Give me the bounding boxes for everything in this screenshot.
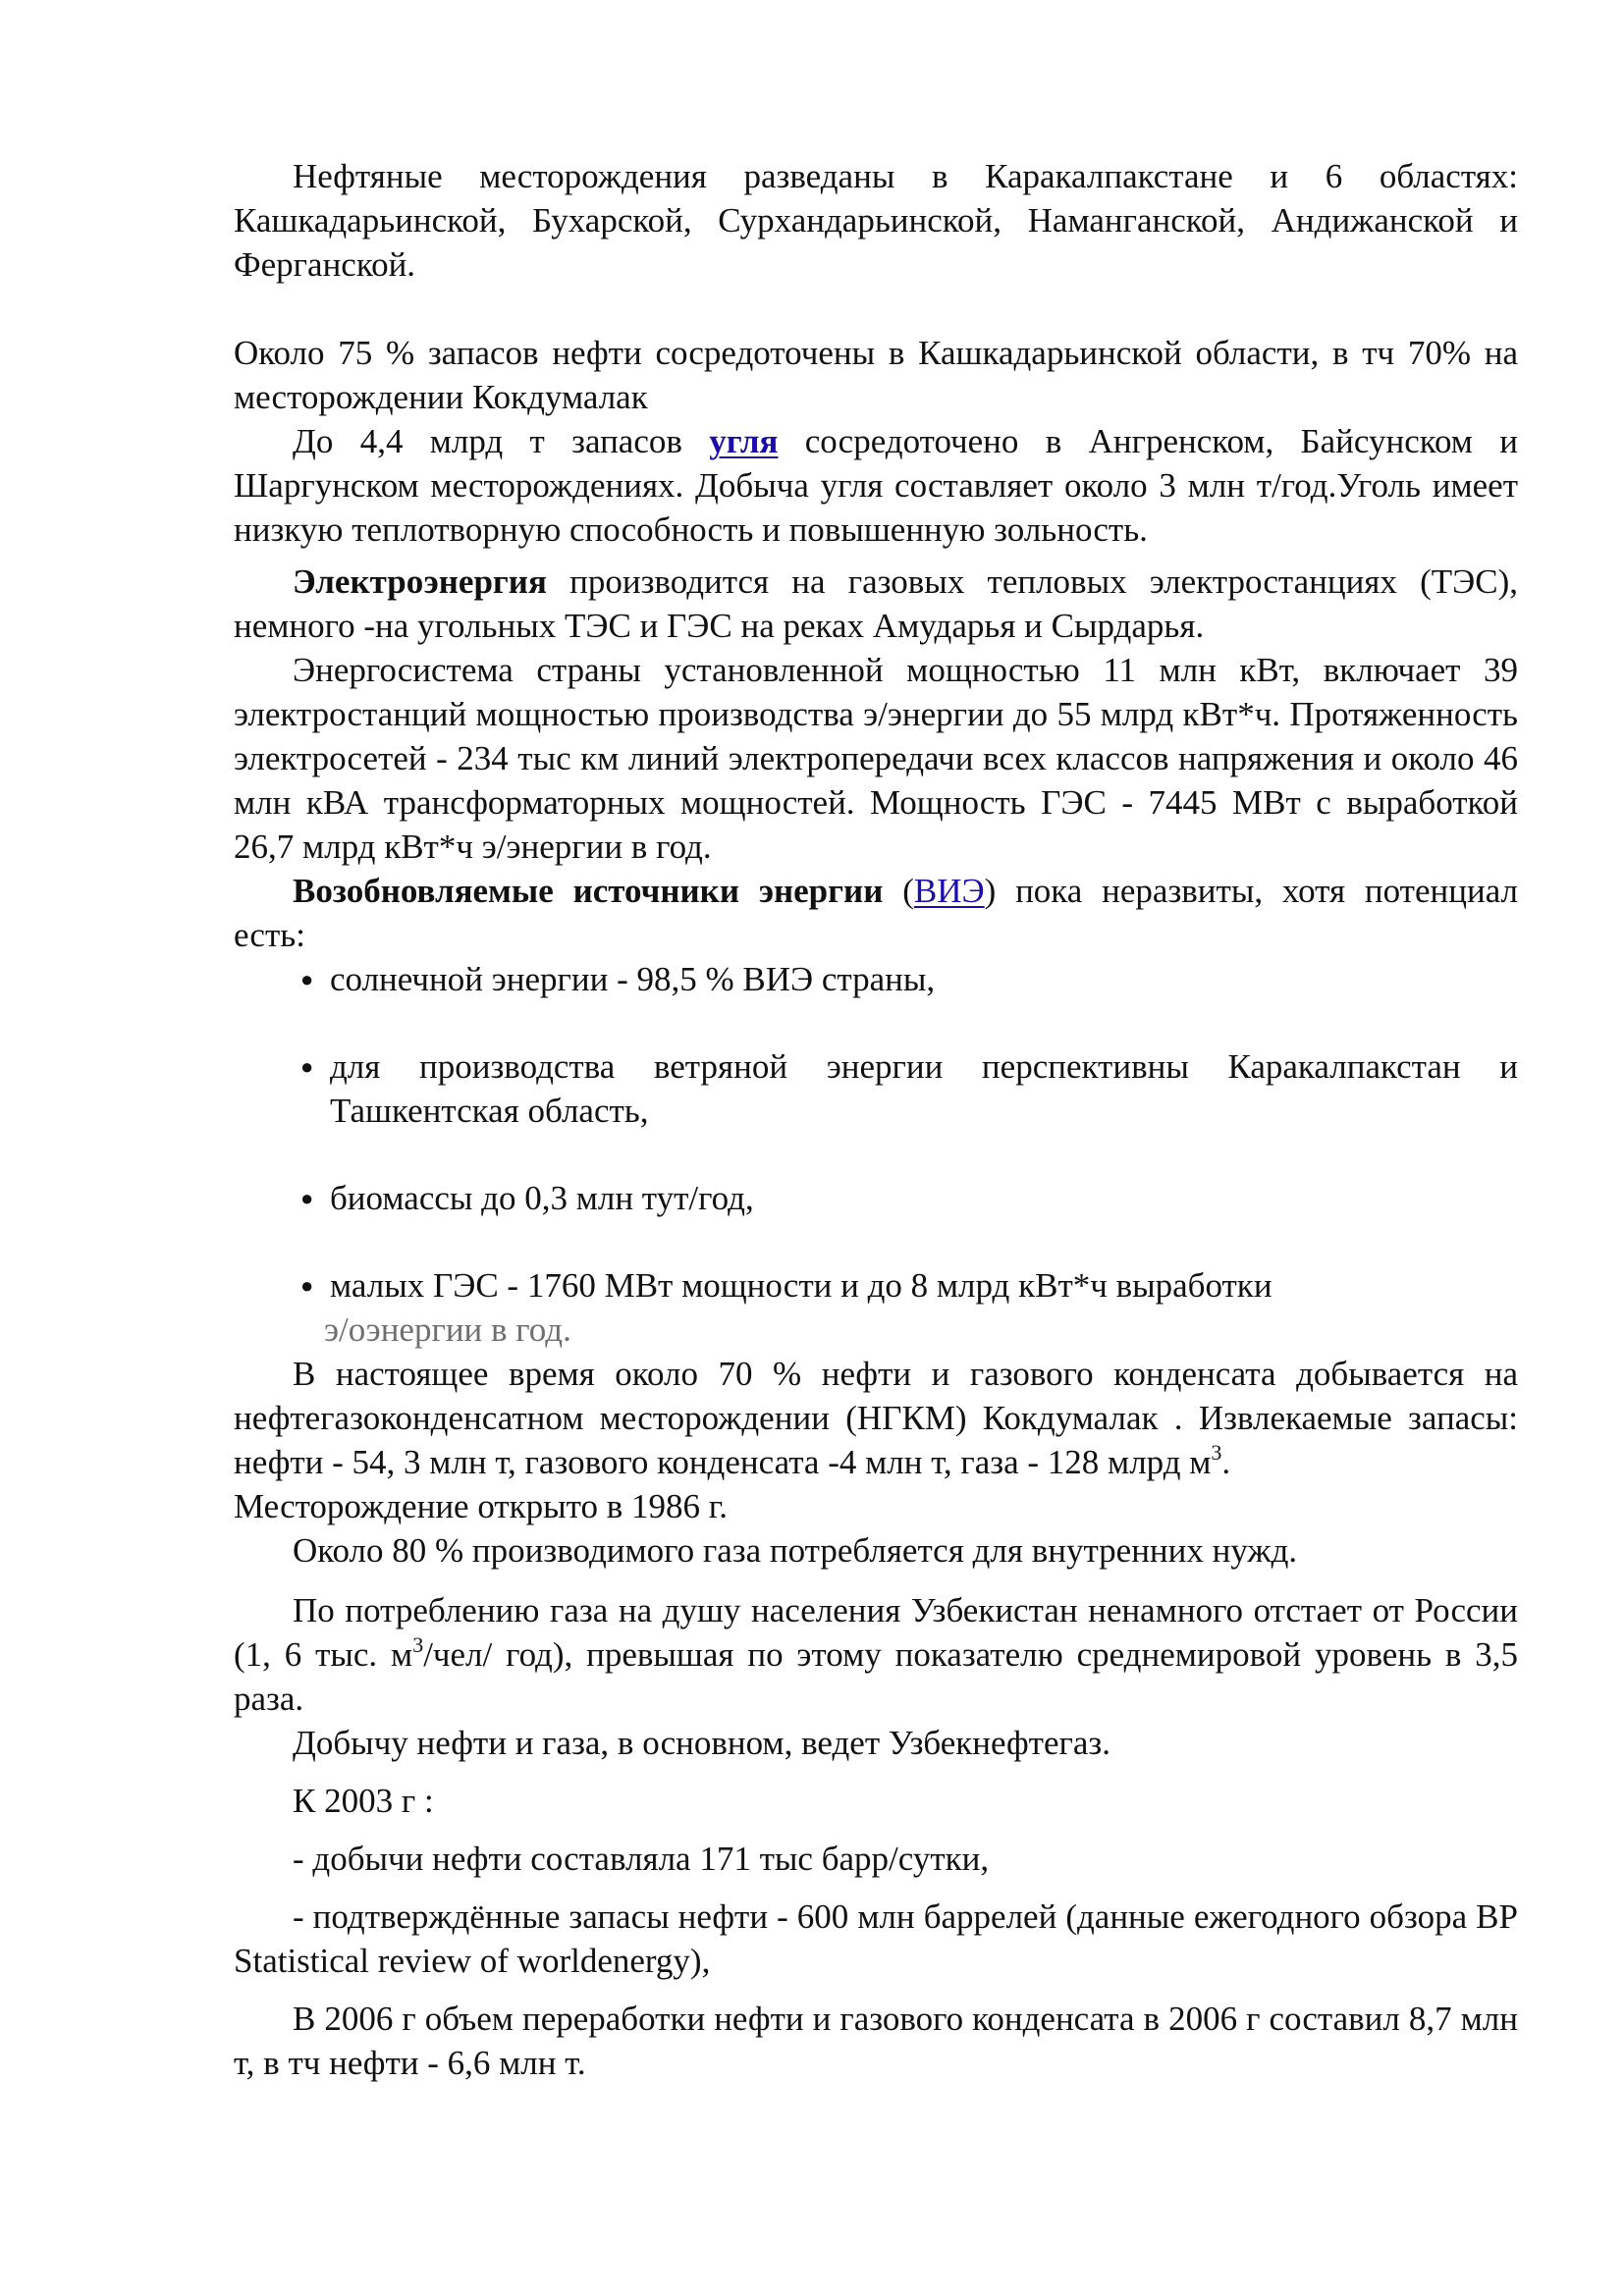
- list-item: [234, 957, 1518, 1001]
- bullet-icon: ●: [300, 1054, 314, 1079]
- paragraph-proven-reserves: [234, 1895, 1518, 1983]
- bullet-icon: ●: [300, 967, 314, 991]
- paragraph-gas-per-capita-text-after: /чел/ год), превышая по этому показателю среднемировой уровень в 3,5 раза.: [234, 1635, 1518, 1718]
- list-item-continuation: э/оэнергии в год.: [324, 1310, 571, 1349]
- paragraph-uzbekneftegaz-text: Добычу нефти и газа, в основном, ведет Узбекнефтегаз.: [293, 1724, 1110, 1762]
- paragraph-uzbekneftegaz: [234, 1721, 1518, 1765]
- paragraph-kokdumalak: [234, 1352, 1518, 1484]
- paragraph-gas-domestic-text: Около 80 % производимого газа потребляется для внутренних нужд.: [293, 1531, 1298, 1570]
- paragraph-oil-reserves-share: [234, 331, 1518, 419]
- list-item-text: солнечной энергии - 98,5 % ВИЭ страны,: [330, 960, 936, 998]
- electricity-heading: Электроэнергия: [293, 562, 547, 601]
- renewables-list: [234, 957, 1518, 1352]
- paragraph-by-2003-text: К 2003 г :: [293, 1782, 434, 1820]
- renewables-heading: Возобновляемые источники энергии: [293, 872, 884, 910]
- bullet-icon: ●: [300, 1186, 314, 1210]
- paragraph-oil-production-text: - добычи нефти составляла 171 тыс барр/сутки,: [293, 1840, 990, 1878]
- document-page: [234, 154, 1518, 2085]
- paragraph-electricity: [234, 560, 1518, 648]
- renewables-link[interactable]: ВИЭ: [913, 872, 985, 910]
- bullet-icon: ●: [300, 1273, 314, 1298]
- paragraph-oil-production: [234, 1837, 1518, 1881]
- list-item-text: малых ГЭС - 1760 МВт мощности и до 8 млрд кВт*ч выработки: [330, 1266, 1272, 1305]
- paragraph-oil-reserves-share-text: Около 75 % запасов нефти сосредоточены в Кашкадарьинской области, в тч 70% на месторождении Кокдумалак: [234, 334, 1518, 416]
- paragraph-oil-fields: [234, 154, 1518, 331]
- list-item: [234, 1176, 1518, 1220]
- coal-link[interactable]: угля: [709, 422, 779, 460]
- paragraph-proven-reserves-text: - подтверждённые запасы нефти - 600 млн баррелей (данные ежегодного обзора BP Statistical review of worldenergy),: [234, 1897, 1518, 1980]
- paragraph-renewables-text: ) пока неразвиты, хотя потенциал есть:: [234, 872, 1518, 954]
- paragraph-refining-2006-text: В 2006 г объем переработки нефти и газового конденсата в 2006 г составил 8,7 млн т, в тч нефти - 6,6 млн т.: [234, 2000, 1518, 2082]
- paragraph-kokdumalak-end: .: [1221, 1443, 1231, 1481]
- paragraph-coal-text-before: До 4,4 млрд т запасов: [293, 422, 710, 460]
- list-item: [234, 1044, 1518, 1133]
- list-item: [234, 1263, 1518, 1352]
- paragraph-oil-fields-regions: Нефтяные месторождения разведаны в Каракалпакстане и 6 областях: Кашкадарьинской, Бухарской, Сурхандарьинской, Наманганской, Андижанской и Ферганской.: [234, 157, 1518, 284]
- paragraph-kokdumalak-text: В настоящее время около 70 % нефти и газового конденсата добывается на нефтегазоконденсатном месторождении (НГКМ) Кокдумалак . Извлекаемые запасы: нефти - 54, 3 млн т, газового конденсата -4 млн т, газа - 128 млрд м: [234, 1355, 1518, 1481]
- paragraph-by-2003: [234, 1779, 1518, 1823]
- paragraph-coal-text-after: сосредоточено в Ангренском, Байсунском и Шаргунском месторождениях. Добыча угля составляет около 3 млн т/год.Уголь имеет низкую теплотворную способность и повышенную зольность.: [234, 422, 1518, 549]
- paragraph-renewables: [234, 869, 1518, 957]
- renewables-paren-open: (: [883, 872, 914, 910]
- list-item-text: биомассы до 0,3 млн тут/год,: [330, 1179, 754, 1217]
- paragraph-electricity-text: производится на газовых тепловых электростанциях (ТЭС), немного -на угольных ТЭС и ГЭС на реках Амударья и Сырдарья.: [234, 562, 1518, 645]
- list-item-text: для производства ветряной энергии перспективны Каракалпакстан и Ташкентская область,: [330, 1047, 1518, 1130]
- superscript: 3: [412, 1632, 424, 1657]
- paragraph-gas-per-capita: [234, 1588, 1518, 1721]
- paragraph-gas-per-capita-text-before: По потреблению газа на душу населения Узбекистан ненамного отстает от России (1, 6 тыс. м: [234, 1591, 1518, 1674]
- superscript: 3: [1211, 1440, 1222, 1465]
- paragraph-coal: [234, 419, 1518, 552]
- paragraph-refining-2006: [234, 1997, 1518, 2085]
- paragraph-gas-domestic: [234, 1528, 1518, 1573]
- paragraph-energy-system-text: Энергосистема страны установленной мощностью 11 млн кВт, включает 39 электростанций мощностью производства э/энергии до 55 млрд кВт*ч. Протяженность электросетей - 234 тыс км линий электропередачи всех классов напряжения и около 46 млн кВА трансформаторных мощностей. Мощность ГЭС - 7445 МВт с выработкой 26,7 млрд кВт*ч э/энергии в год.: [234, 651, 1518, 866]
- paragraph-discovery-year: [234, 1484, 1518, 1528]
- paragraph-energy-system: [234, 648, 1518, 869]
- paragraph-discovery-year-text: Месторождение открыто в 1986 г.: [234, 1487, 728, 1525]
